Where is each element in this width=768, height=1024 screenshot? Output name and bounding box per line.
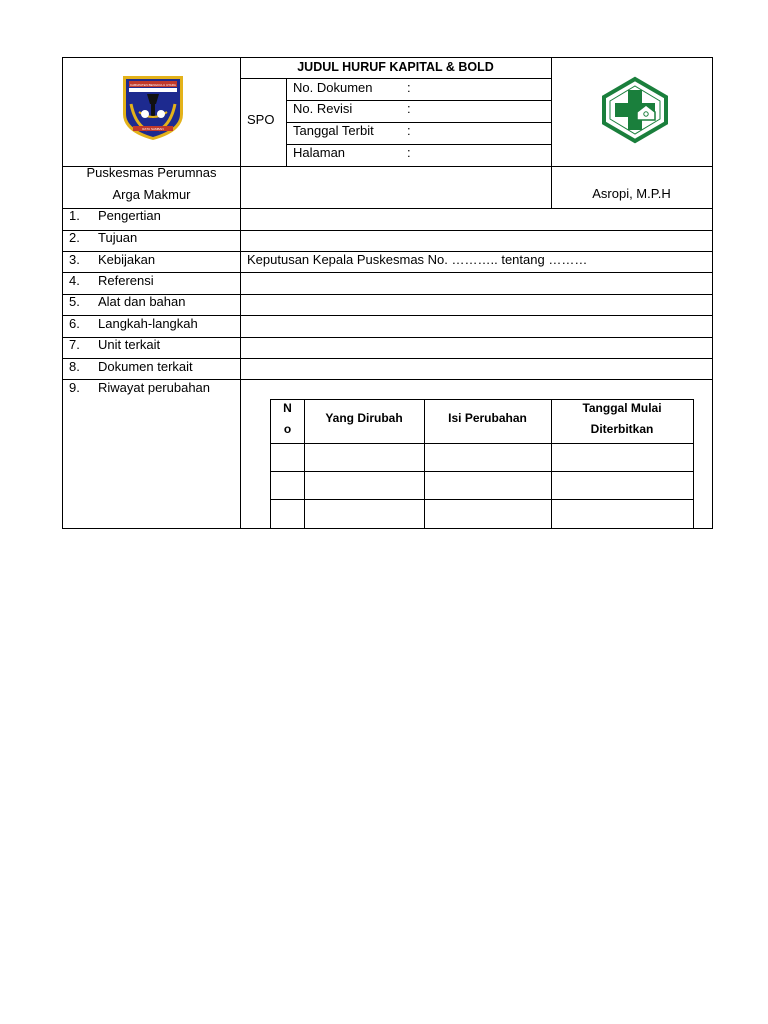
history-header-isi-perubahan: Isi Perubahan [448, 411, 527, 425]
history-header-yang-dirubah: Yang Dirubah [325, 411, 403, 425]
history-table [270, 399, 694, 529]
section-label-tujuan: Tujuan [98, 230, 138, 245]
history-row-line-3 [271, 499, 693, 500]
meta-sep-halaman: : [407, 145, 411, 160]
section-label-kebijakan: Kebijakan [98, 252, 156, 267]
section-num-6: 6. [69, 316, 80, 331]
org-name-line2: Arga Makmur [112, 187, 191, 202]
section-num-9: 9. [69, 380, 80, 395]
section-num-5: 5. [69, 294, 80, 309]
section-label-langkah-langkah: Langkah-langkah [98, 316, 198, 331]
history-header-no-2: o [283, 422, 292, 436]
history-row-line-1 [271, 443, 693, 444]
spo-form [62, 57, 713, 529]
history-col-divider-3 [551, 400, 552, 528]
puskesmas-cross-icon [599, 76, 671, 144]
section-num-8: 8. [69, 359, 80, 374]
org-name-line1: Puskesmas Perumnas [86, 165, 217, 180]
section-num-3: 3. [69, 252, 80, 267]
history-header-diterbitkan: Diterbitkan [590, 422, 654, 436]
section-label-unit-terkait: Unit terkait [98, 337, 161, 352]
history-header-no-1: N [283, 401, 292, 415]
signer-name: Asropi, M.P.H [592, 186, 671, 201]
section-num-1: 1. [69, 208, 80, 223]
section-line-1 [63, 230, 712, 231]
section-label-referensi: Referensi [98, 273, 154, 288]
section-line-3 [63, 272, 712, 273]
section-label-riwayat-perubahan: Riwayat perubahan [98, 380, 211, 395]
history-header-tanggal-mulai: Tanggal Mulai [582, 401, 662, 415]
section-label-dokumen-terkait: Dokumen terkait [98, 359, 193, 374]
emblem-text-bottom: RATU SAMBAN [142, 127, 164, 131]
emblem-text-top: KABUPATEN BENGKULU UTARA [130, 83, 176, 87]
section-num-2: 2. [69, 230, 80, 245]
meta-label-no-revisi: No. Revisi [293, 101, 353, 116]
meta-label-no-dokumen: No. Dokumen [293, 80, 373, 95]
meta-sep-tanggal-terbit: : [407, 123, 411, 138]
meta-sep-no-revisi: : [407, 101, 411, 116]
section-label-pengertian: Pengertian [98, 208, 161, 223]
section-num-4: 4. [69, 273, 80, 288]
document-title: JUDUL HURUF KAPITAL & BOLD [297, 60, 494, 74]
section-value-kebijakan: Keputusan Kepala Puskesmas No. ……….. tentang ……… [247, 252, 588, 267]
section-num-7: 7. [69, 337, 80, 352]
meta-label-tanggal-terbit: Tanggal Terbit [293, 123, 374, 138]
meta-sep-no-dokumen: : [407, 80, 411, 95]
section-line-6 [63, 337, 712, 338]
column-divider-left [240, 58, 241, 528]
title-underline [240, 78, 551, 79]
kabupaten-emblem-icon [117, 74, 189, 142]
section-label-alat-dan-bahan: Alat dan bahan [98, 294, 186, 309]
meta-label-halaman: Halaman [293, 145, 346, 160]
history-row-line-2 [271, 471, 693, 472]
spo-label: SPO [247, 112, 275, 127]
